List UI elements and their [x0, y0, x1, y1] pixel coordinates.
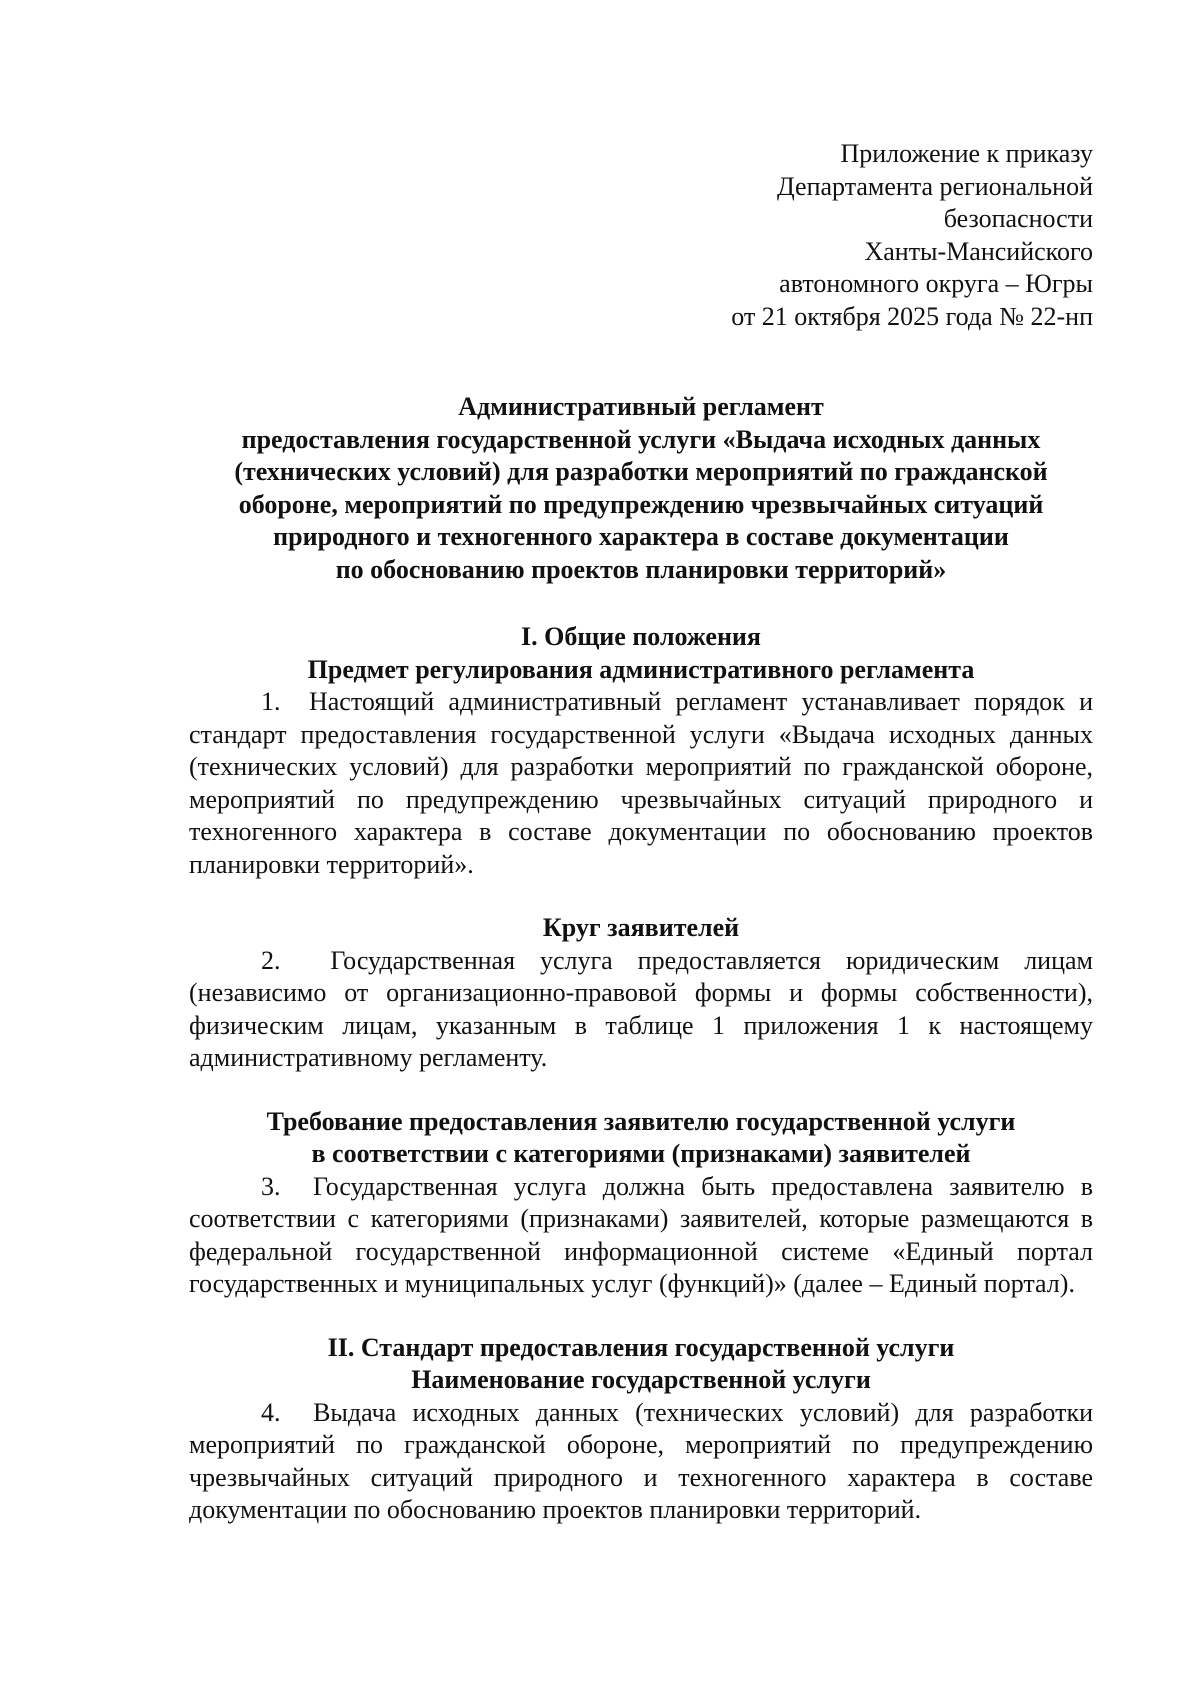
paragraph-number: 2. [261, 945, 281, 975]
annex-date-line: от 21 октября 2025 года № 22-нп [731, 301, 1093, 331]
section-1-heading [189, 621, 1093, 686]
section-title: II. Стандарт предоставления государственной услуги [327, 1332, 955, 1362]
annex-line: Департамента региональной [776, 171, 1093, 201]
section-title: I. Общие положения [521, 622, 761, 651]
subsection-title: Предмет регулирования административного регламента [307, 654, 975, 684]
title-line: по обоснованию проектов планировки территорий» [335, 554, 947, 584]
title-line: обороне, мероприятий по предупреждению чрезвычайных ситуаций [238, 489, 1044, 519]
subsection-title: Круг заявителей [542, 913, 740, 942]
title-line: (технических условий) для разработки мероприятий по гражданской [234, 457, 1048, 486]
paragraph-1 [189, 686, 1093, 881]
title-line: Административный регламент [458, 392, 824, 421]
annex-line: Приложение к приказу [840, 139, 1093, 168]
paragraph-number: 3. [261, 1171, 281, 1201]
annex-header [189, 138, 1093, 333]
applicants-heading [189, 912, 1093, 945]
annex-line: автономного округа – Югры [779, 269, 1093, 298]
paragraph-number: 1. [261, 687, 281, 716]
paragraph-text: Настоящий административный регламент устанавливает порядок и стандарт предоставления государственной услуги «Выдача исходных данных (технических условий) для разработки мероприятий по гражданской обороне, мероприятий по предупреждению чрезвычайных ситуаций природного и техногенного характера в составе документации по обоснованию проектов планировки территорий». [189, 687, 1093, 879]
annex-line: безопасности [943, 204, 1093, 233]
document-title [189, 391, 1093, 586]
subsection-title: в соответствии с категориями (признаками) заявителей [311, 1139, 971, 1168]
subsection-title: Наименование государственной услуги [411, 1365, 871, 1394]
paragraph-3 [189, 1171, 1093, 1301]
title-line: предоставления государственной услуги «Выдача исходных данных [241, 424, 1041, 454]
subsection-title: Требование предоставления заявителю государственной услуги [266, 1106, 1016, 1136]
paragraph-text: Государственная услуга предоставляется юридическим лицам (независимо от организационно-правовой формы и формы собственности), физическим лицам, указанным в таблице 1 приложения 1 к настоящему административному регламенту. [189, 945, 1094, 1072]
requirement-heading [189, 1106, 1093, 1171]
section-2-heading [189, 1332, 1093, 1397]
paragraph-number: 4. [261, 1397, 281, 1427]
paragraph-text: Выдача исходных данных (технических условий) для разработки мероприятий по гражданской обороне, мероприятий по предупреждению чрезвычайных ситуаций природного и техногенного характера в составе документации по обоснованию проектов планировки территорий. [189, 1397, 1093, 1524]
title-line: природного и техногенного характера в составе документации [273, 522, 1009, 551]
paragraph-4 [189, 1397, 1093, 1527]
annex-line: Ханты-Мансийского [864, 236, 1093, 266]
paragraph-text: Государственная услуга должна быть предоставлена заявителю в соответствии с категориями (признаками) заявителей, которые размещаются в федеральной государственной информационной системе «Единый портал государственных и муниципальных услуг (функций)» (далее – Единый портал). [189, 1171, 1094, 1298]
paragraph-2 [189, 945, 1093, 1075]
